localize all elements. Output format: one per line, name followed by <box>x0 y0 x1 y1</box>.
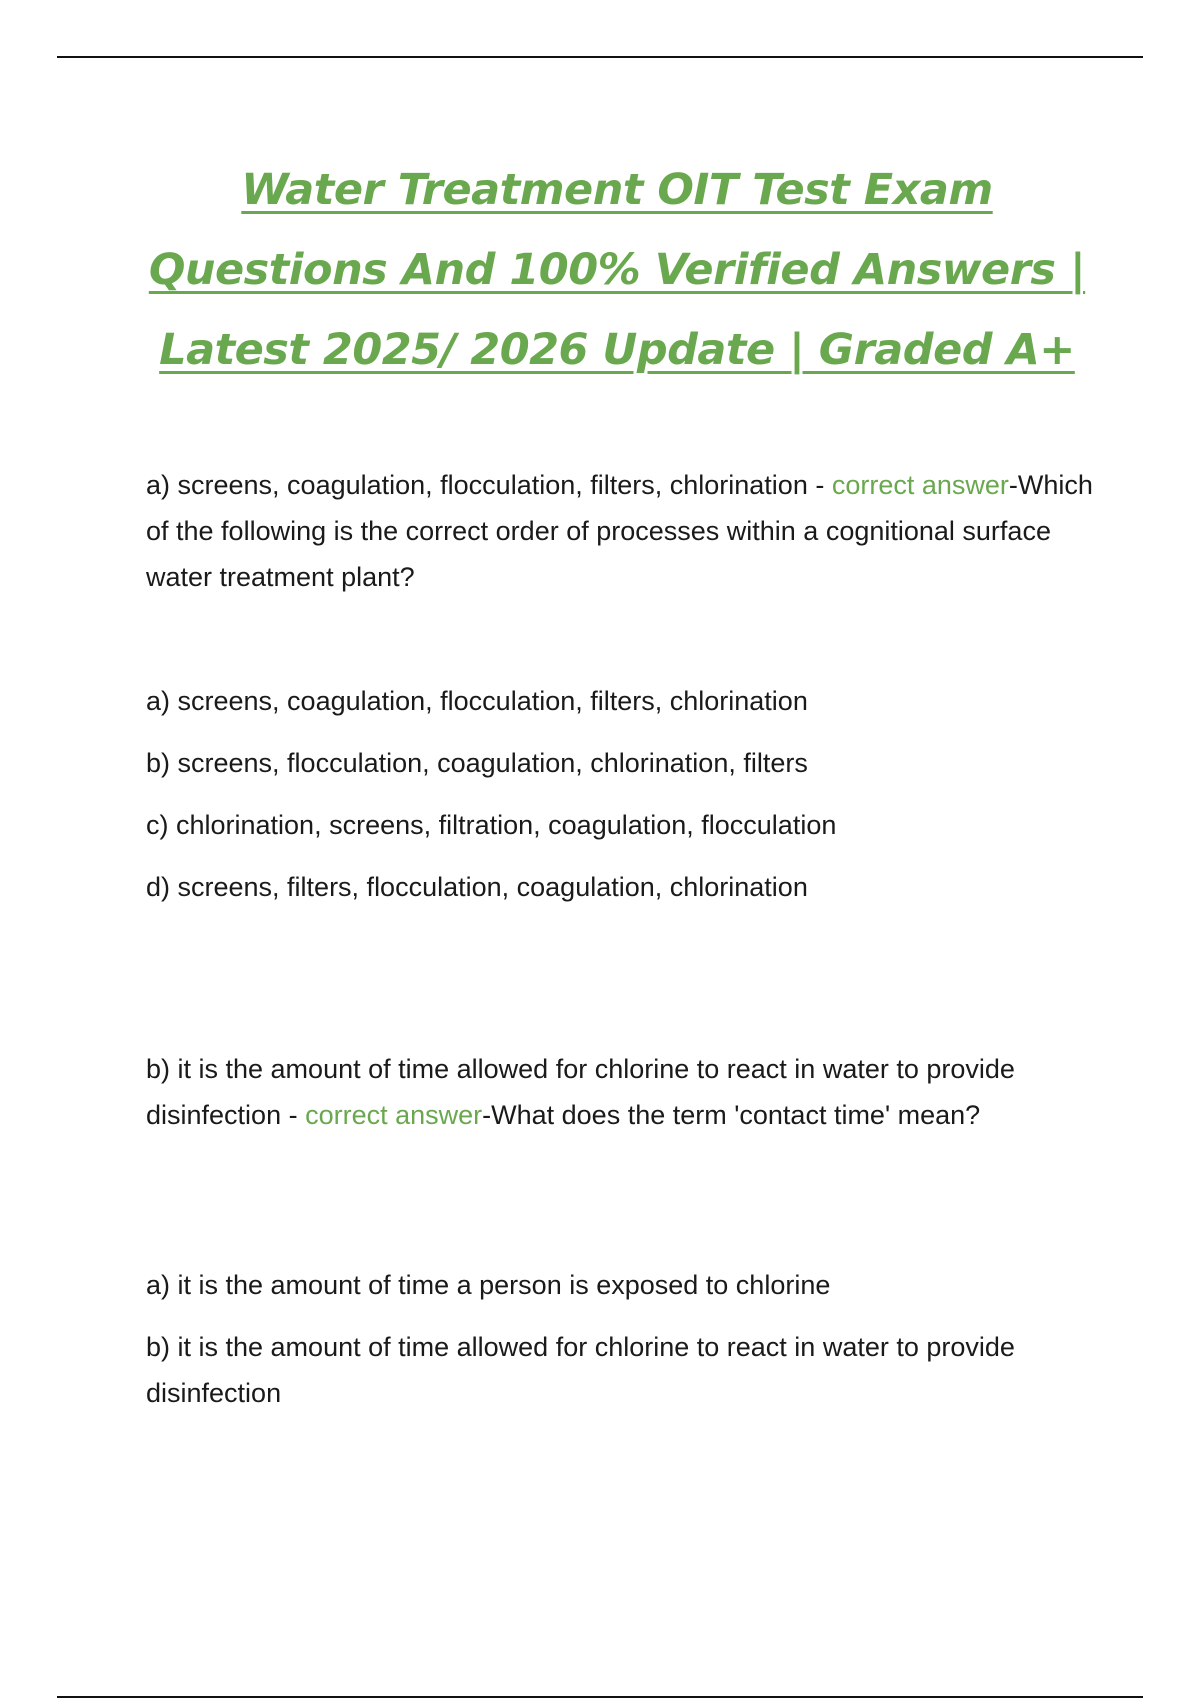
question-1-answer: a) screens, coagulation, flocculation, filters, chlorination - <box>146 470 832 500</box>
question-2-text: -What does the term 'contact time' mean? <box>482 1100 981 1130</box>
question-2-answer-block <box>146 1046 1106 1138</box>
question-2-option-b: b) it is the amount of time allowed for chlorine to react in water to provide disinfection <box>146 1332 1015 1408</box>
question-1-correct-answer-marker: correct answer <box>831 470 1009 500</box>
title-line-2: Questions And 100% Verified Answers | <box>148 245 1086 295</box>
footer-rule <box>57 1696 1143 1698</box>
question-1-answer-block <box>146 462 1106 600</box>
header-rule <box>57 56 1143 58</box>
question-1-text: -Which of the following is the correct order of processes within a cognitional surface water treatment plant? <box>146 470 1093 592</box>
question-1-option-d: d) screens, filters, flocculation, coagulation, chlorination <box>146 872 808 902</box>
question-2-correct-answer-marker: correct answer <box>305 1100 483 1130</box>
title-line-3: Latest 2025/ 2026 Update | Graded A+ <box>159 325 1075 375</box>
question-1-option-b: b) screens, flocculation, coagulation, chlorination, filters <box>146 748 808 778</box>
document-title <box>100 150 1134 390</box>
question-2-answer: b) it is the amount of time allowed for chlorine to react in water to provide disinfection - <box>146 1054 1015 1130</box>
question-1-option-c: c) chlorination, screens, filtration, coagulation, flocculation <box>146 810 837 840</box>
question-2-option-a: a) it is the amount of time a person is exposed to chlorine <box>146 1270 831 1300</box>
title-line-1: Water Treatment OIT Test Exam <box>241 165 993 215</box>
question-1-option-a: a) screens, coagulation, flocculation, filters, chlorination <box>146 686 808 716</box>
